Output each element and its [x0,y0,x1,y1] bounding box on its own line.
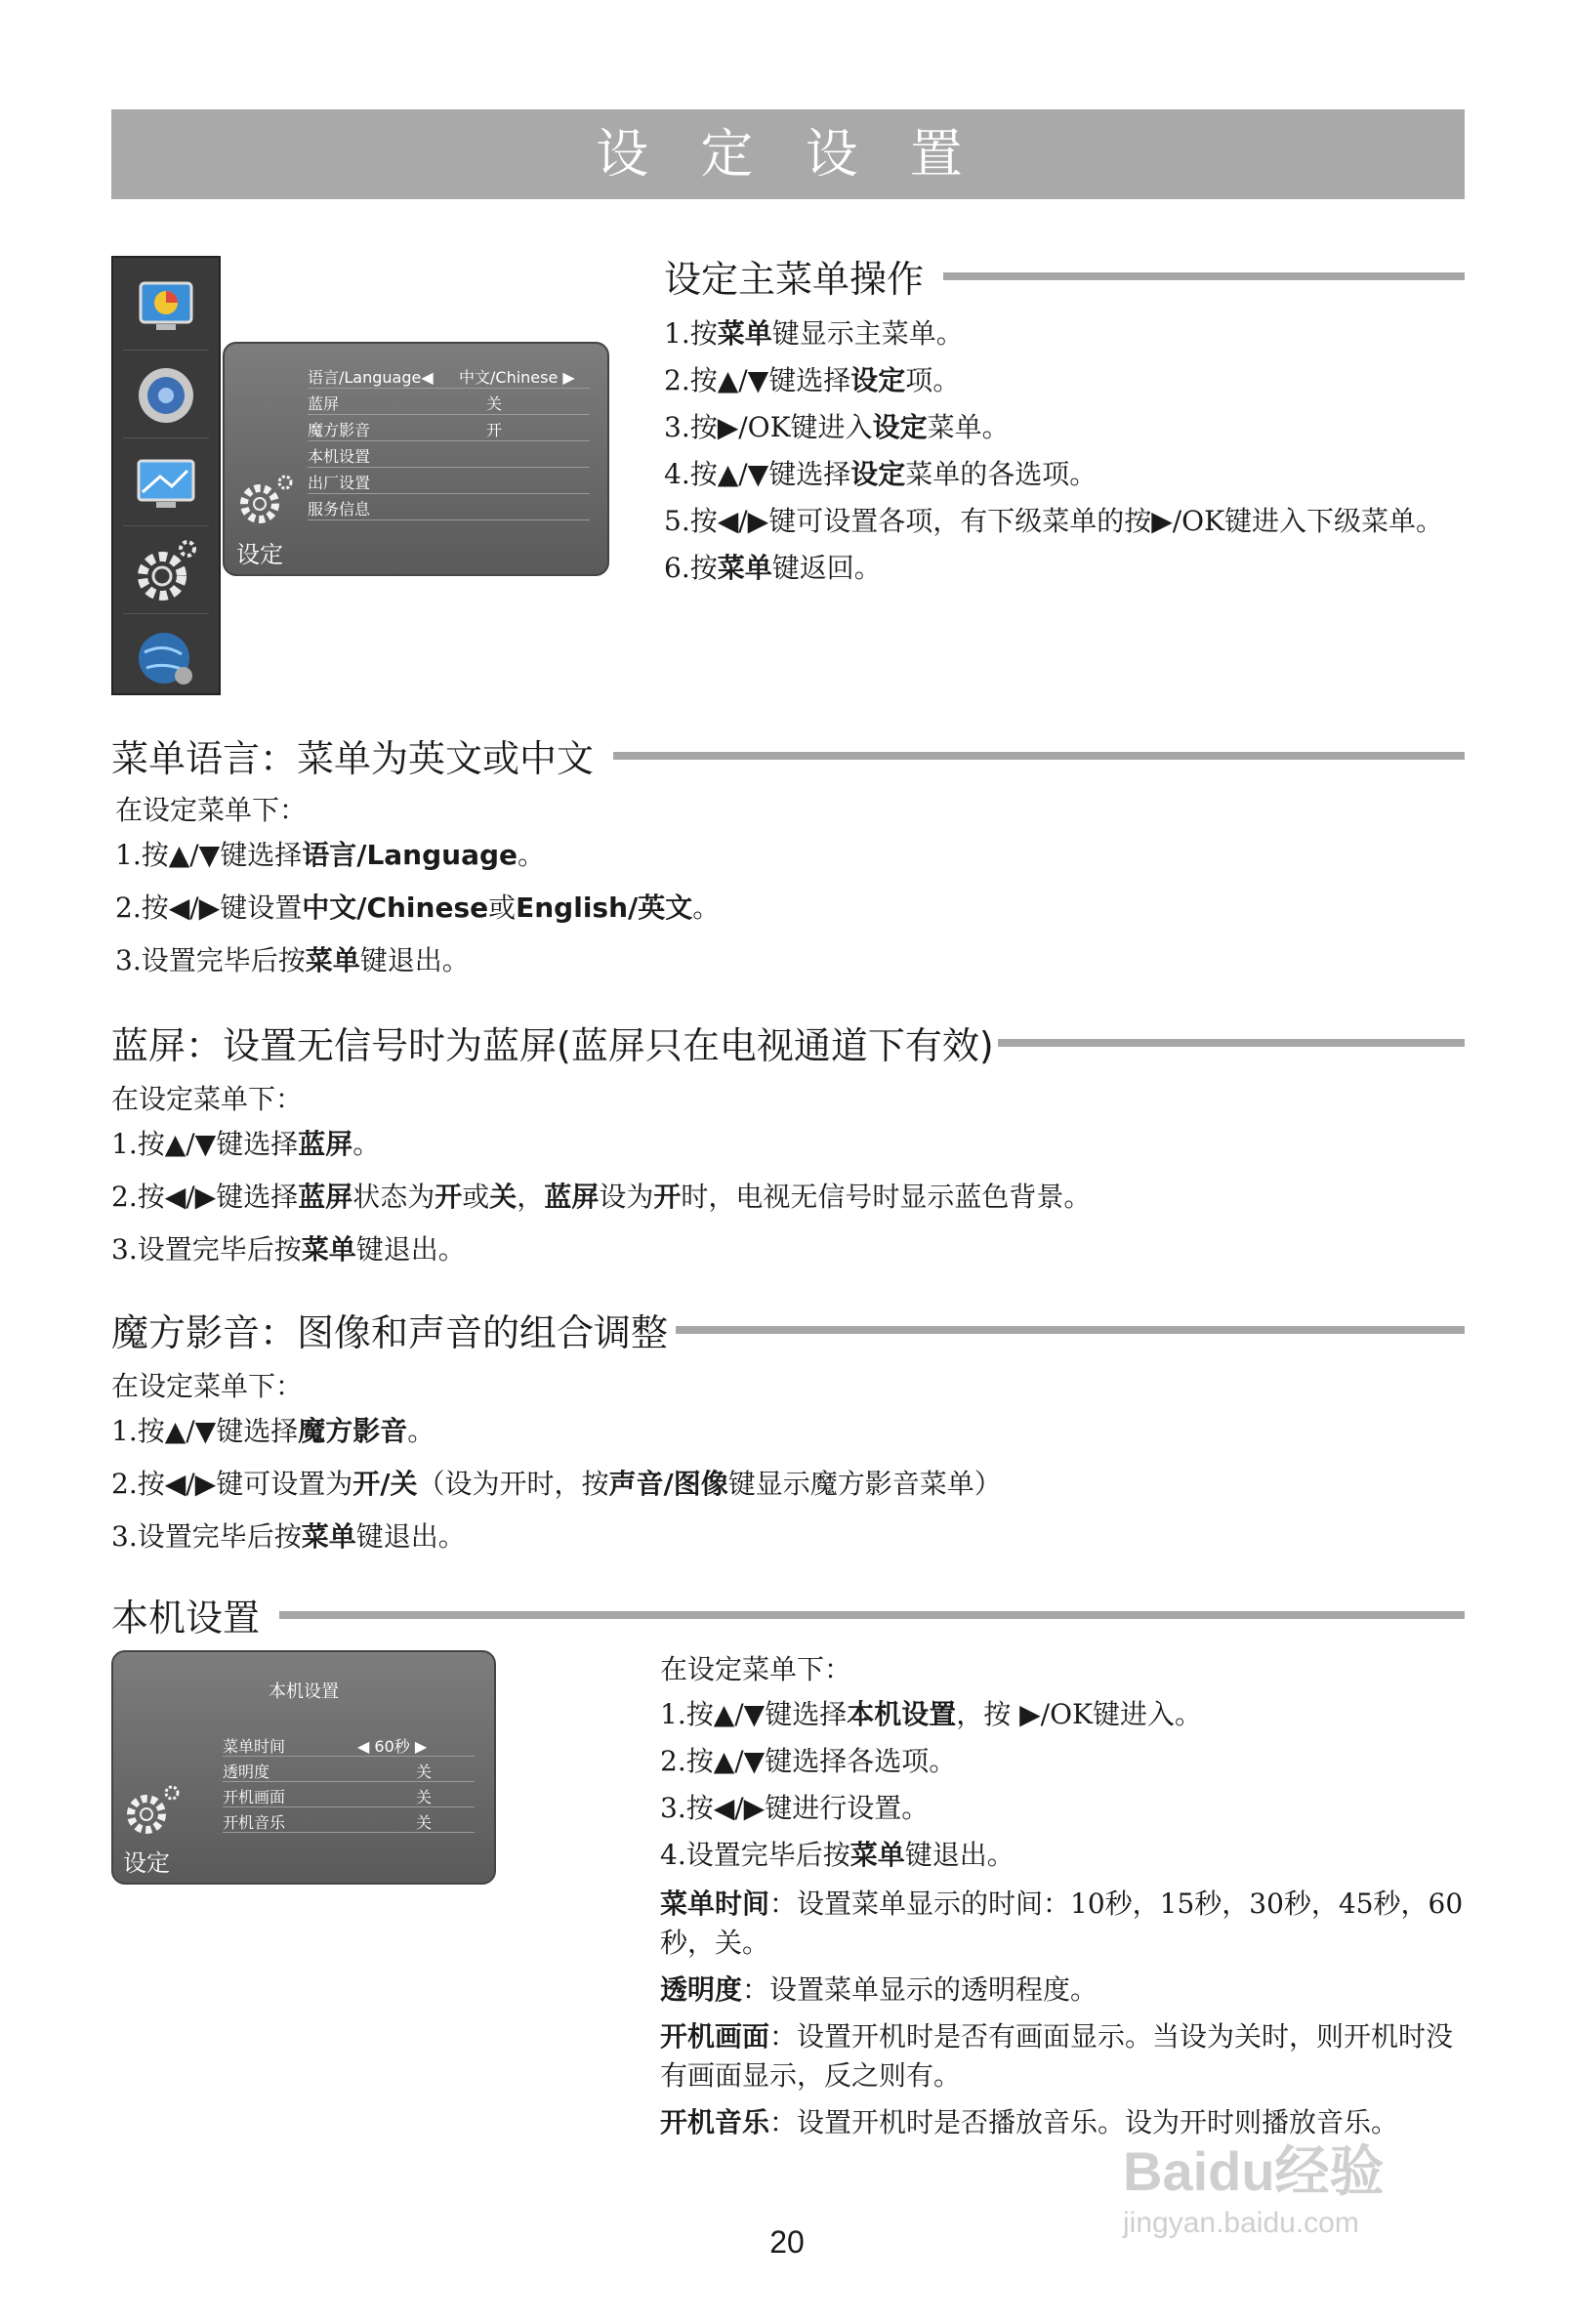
language-steps: 1.按▲/▼键选择语言/Language。 2.按◀/▶键设置中文/Chinese或English/英文。 3.设置完毕后按菜单键退出。 [115,839,721,976]
osd-row-name: 魔方影音 [308,421,371,439]
magic-steps: 1.按▲/▼键选择魔方影音。 2.按◀/▶键可设置为开/关（设为开时，按声音/图像键显示魔方影音菜单） 3.设置完毕后按菜单键退出。 [111,1415,1002,1553]
section-heading: 蓝屏：设置无信号时为蓝屏(蓝屏只在电视通道下有效) [111,1016,1465,1069]
osd-row-value: 关 [486,394,503,413]
section-heading: 设定主菜单操作 [664,249,1465,303]
section-heading: 菜单语言：菜单为英文或中文 [111,728,1465,782]
section-heading: 本机设置 [111,1588,1465,1641]
page-title: 设 定 设 置 [111,109,1465,199]
sound-icon [123,353,209,438]
bluescreen-steps: 1.按▲/▼键选择蓝屏。 2.按◀/▶键选择蓝屏状态为开或关，蓝屏设为开时，电视无信号时显示蓝色背景。 3.设置完毕后按菜单键退出。 [111,1128,1092,1266]
osd-row-value: 关 [416,1763,433,1781]
globe-icon [123,617,209,701]
menu-icon-column [111,256,221,695]
gear-icon [230,471,299,533]
section-intro: 在设定菜单下： [111,1370,304,1402]
osd-row-name: 透明度 [223,1763,270,1781]
osd-row-value: 关 [416,1813,433,1832]
main-menu-steps: 1.按菜单键显示主菜单。 2.按▲/▼键选择设定项。 3.按▶/OK键进入设定菜单。 4.按▲/▼键选择设定菜单的各选项。 5.按◀/▶键可设置各项，有下级菜单的按▶/OK键进入下级菜单。 6.按菜单键返回。 [664,317,1444,584]
osd-title: 本机设置 [269,1681,339,1702]
watermark-url: jingyan.baidu.com [1123,2207,1359,2239]
settings-gear-icon [123,529,209,614]
section-heading: 魔方影音：图像和声音的组合调整 [111,1303,1465,1356]
osd-row-value: 中文/Chinese ▶ [459,368,575,387]
osd-row-name: 服务信息 [308,500,371,519]
watermark-brand: Baidu经验 [1123,2140,1385,2202]
osd-label: 设定 [123,1849,170,1877]
local-steps: 1.按▲/▼键选择本机设置，按 ▶/OK键进入。 2.按▲/▼键选择各选项。 3.按◀/▶键进行设置。 4.设置完毕后按菜单键退出。 [660,1698,1202,1871]
osd-label: 设定 [236,541,283,568]
osd-row-name: 蓝屏 [308,394,340,413]
channel-icon [123,441,209,526]
gear-icon [117,1781,186,1844]
local-notes: 菜单时间：设置菜单显示的时间：10秒，15秒，30秒，45秒，60秒，关。 透明度：设置菜单显示的透明程度。 开机画面：设置开机时是否有画面显示。当设为关时，则开机时没有画面显示，反之则有。 开机音乐：设置开机时是否播放音乐。设为开时则播放音乐。 [660,1888,1464,2138]
osd-row-value: 开 [486,421,503,439]
setup-osd-panel [223,342,609,576]
local-settings-osd-panel [111,1650,496,1885]
osd-row-name: 开机音乐 [223,1813,286,1832]
osd-row-name: 出厂设置 [308,474,371,492]
section-intro: 在设定菜单下： [111,1083,304,1115]
picture-icon [123,266,209,351]
osd-row-name: 语言/Language◀ [308,368,434,387]
page-number: 20 [769,2224,805,2260]
osd-row-value: 关 [416,1788,433,1806]
osd-row-name: 本机设置 [308,447,371,466]
osd-row-name: 开机画面 [223,1788,286,1806]
section-intro: 在设定菜单下： [115,794,308,826]
osd-row-name: 菜单时间 [223,1737,286,1756]
section-intro: 在设定菜单下： [660,1653,852,1685]
osd-row-value: ◀ 60秒 ▶ [357,1737,428,1756]
